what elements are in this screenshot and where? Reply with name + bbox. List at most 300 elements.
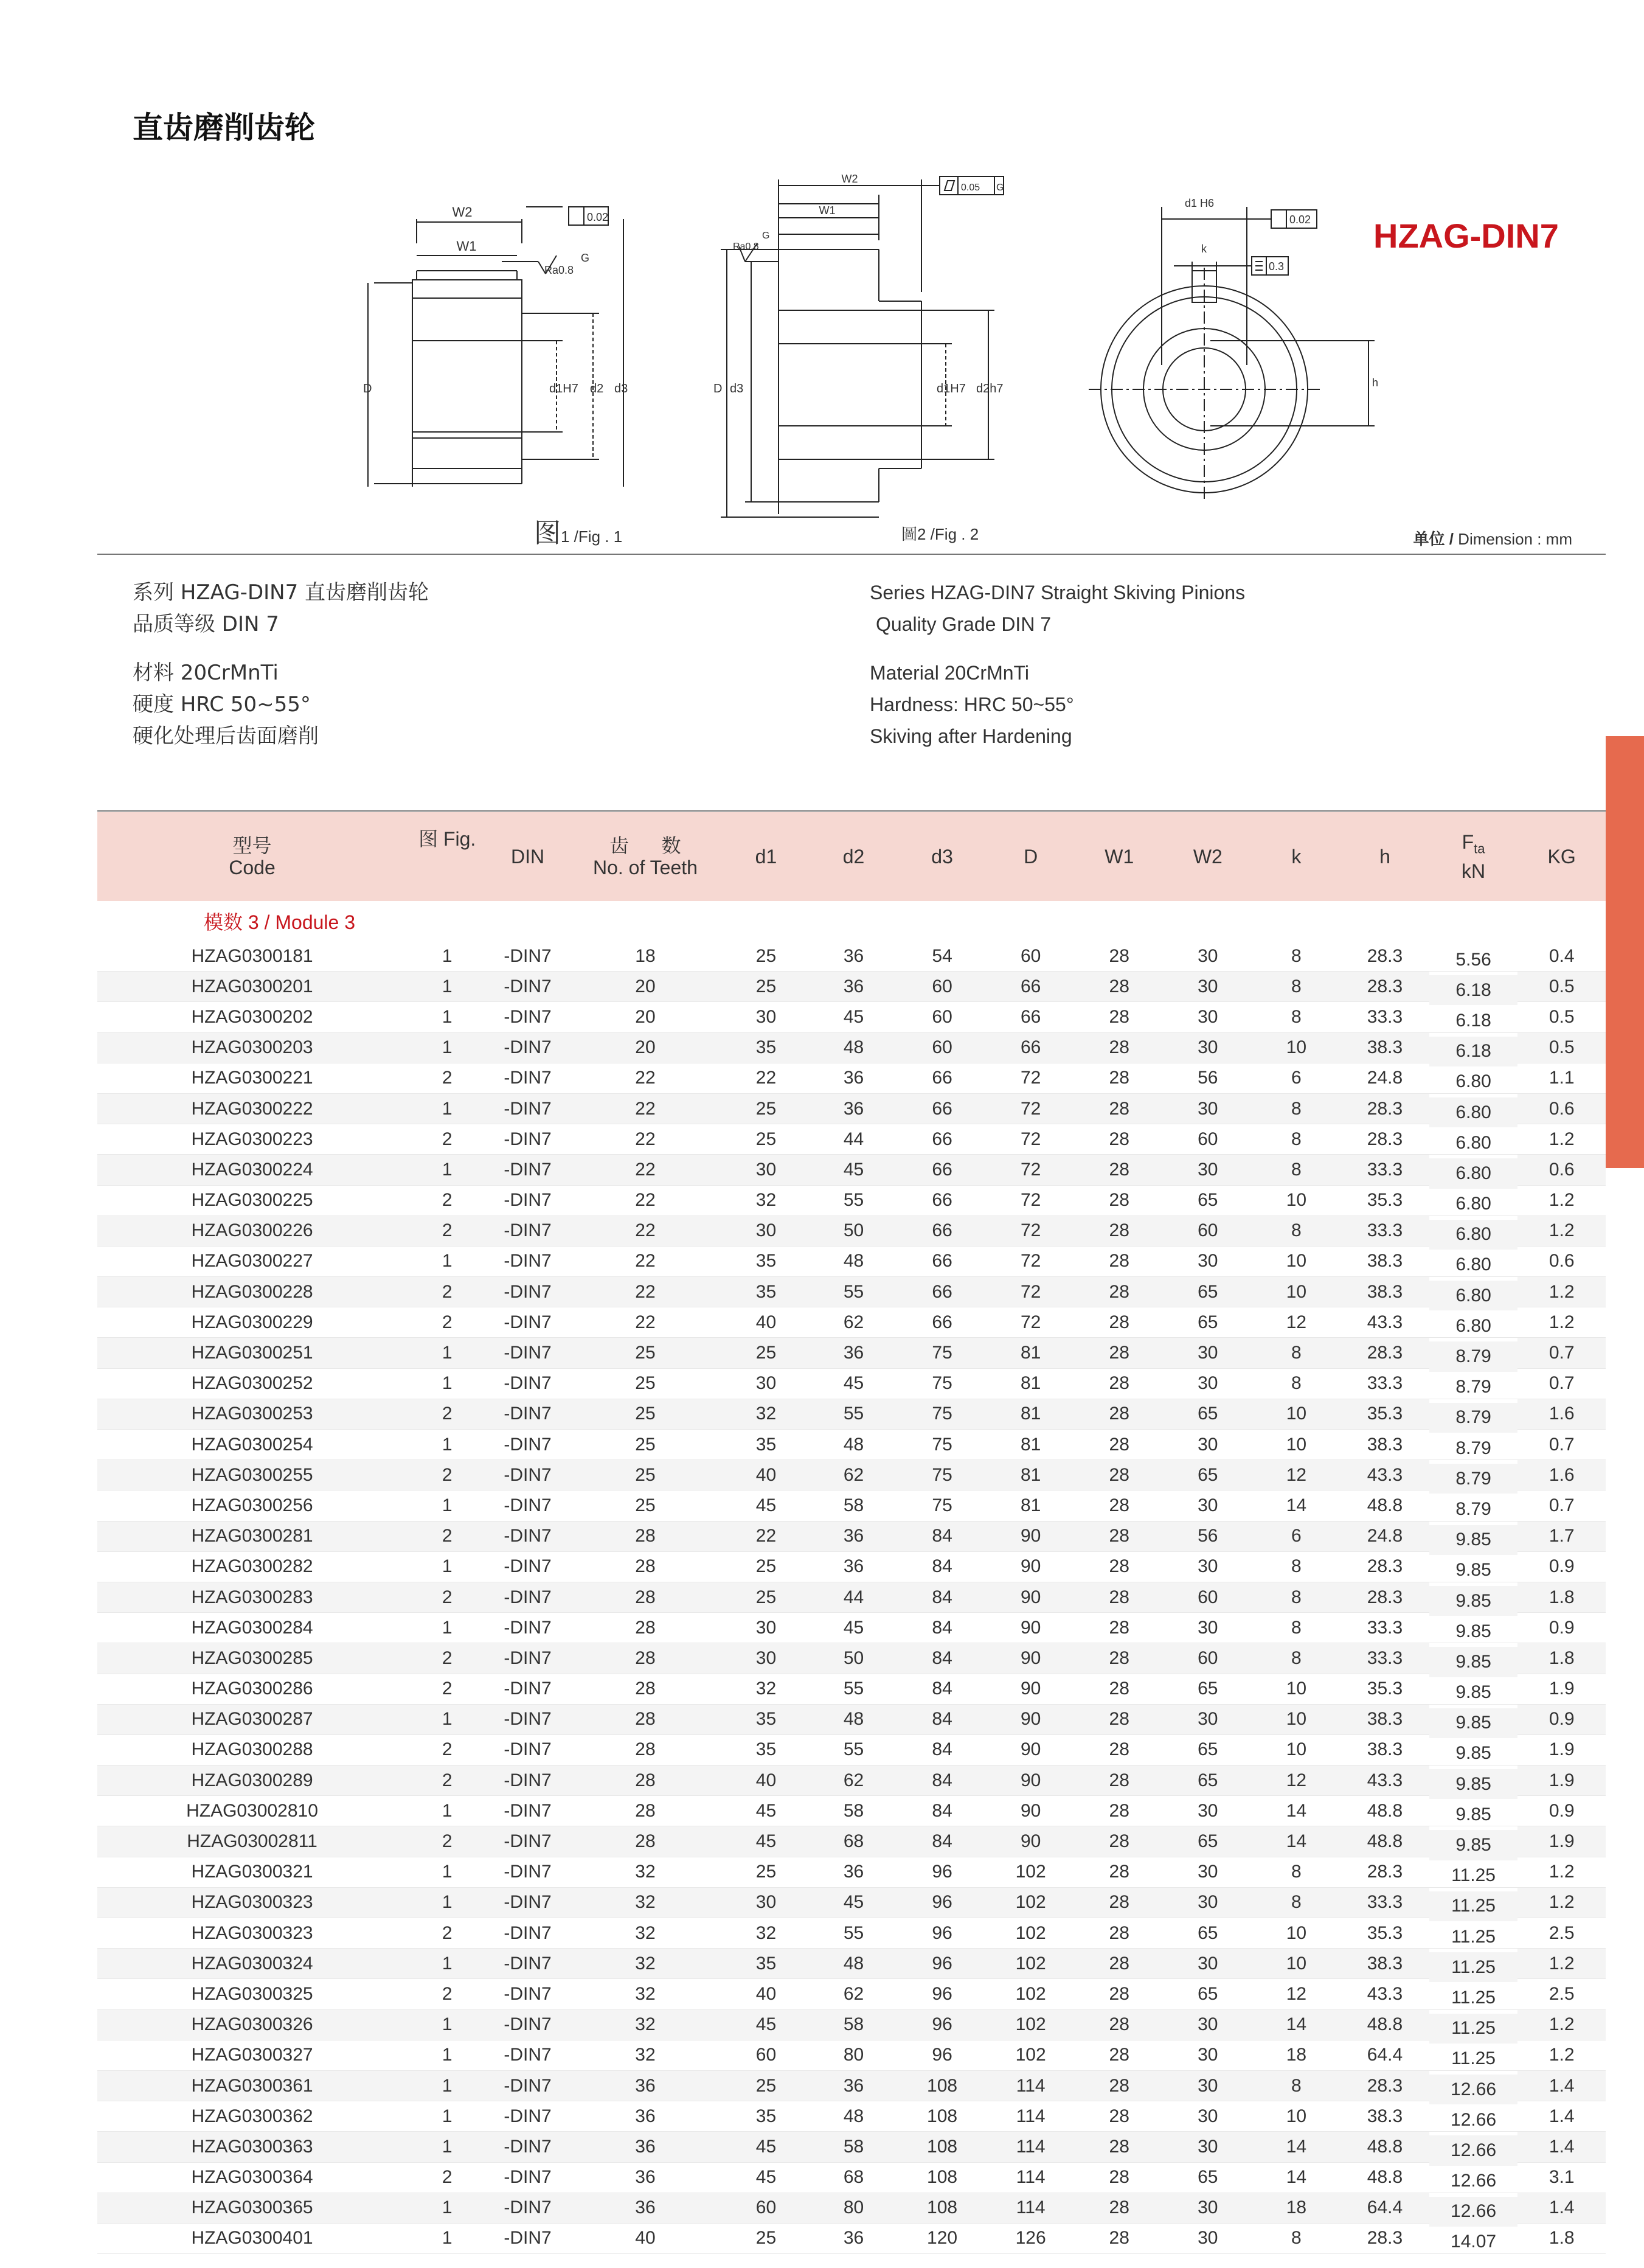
col-fig — [407, 812, 487, 901]
table-row — [97, 2162, 1606, 2193]
cell-code: HZAG0300321 — [97, 1857, 407, 1887]
cell-teeth: 36 — [568, 2132, 723, 2162]
cell-w1: 28 — [1075, 1093, 1164, 1124]
cell-fta: 9.85 — [1429, 1738, 1518, 1769]
cell-kg: 1.2 — [1517, 1216, 1606, 1246]
cell-D: 81 — [987, 1460, 1075, 1491]
cell-kg: 0.7 — [1517, 1368, 1606, 1399]
cell-fig: 1 — [407, 1491, 487, 1521]
cell-din: -DIN7 — [487, 2132, 567, 2162]
cell-teeth: 22 — [568, 1185, 723, 1216]
cell-d2: 36 — [810, 1338, 898, 1368]
cell-kg: 0.9 — [1517, 1551, 1606, 1582]
cell-k: 14 — [1252, 1796, 1341, 1826]
spec-en-process: Skiving after Hardening — [870, 725, 1072, 747]
cell-din: -DIN7 — [487, 1826, 567, 1857]
cell-w2: 30 — [1164, 2132, 1252, 2162]
cell-k: 10 — [1252, 1918, 1341, 1949]
cell-D: 102 — [987, 2040, 1075, 2070]
cell-h: 38.3 — [1341, 1430, 1429, 1460]
cell-din: -DIN7 — [487, 1613, 567, 1643]
cell-din: -DIN7 — [487, 2162, 567, 2193]
cell-teeth: 36 — [568, 2101, 723, 2132]
cell-d2: 55 — [810, 1185, 898, 1216]
cell-w2: 60 — [1164, 1643, 1252, 1674]
cell-h: 48.8 — [1341, 2132, 1429, 2162]
cell-D: 66 — [987, 972, 1075, 1002]
cell-d3: 66 — [898, 1246, 987, 1276]
cell-code: HZAG0300202 — [97, 1002, 407, 1032]
cell-kg: 1.2 — [1517, 1949, 1606, 1979]
cell-w1: 28 — [1075, 1918, 1164, 1949]
cell-teeth: 28 — [568, 1796, 723, 1826]
cell-h: 64.4 — [1341, 2040, 1429, 2070]
cell-k: 18 — [1252, 2193, 1341, 2223]
cell-fta: 6.18 — [1429, 975, 1518, 1006]
col-w1-label: W1 — [1105, 846, 1134, 868]
cell-d2: 44 — [810, 1124, 898, 1155]
cell-h: 28.3 — [1341, 941, 1429, 972]
cell-w1: 28 — [1075, 1338, 1164, 1368]
cell-D: 72 — [987, 1063, 1075, 1093]
cell-din: -DIN7 — [487, 1338, 567, 1368]
cell-teeth: 25 — [568, 1399, 723, 1429]
cell-fig: 2 — [407, 1734, 487, 1765]
cell-d2: 45 — [810, 1613, 898, 1643]
cell-din: -DIN7 — [487, 1582, 567, 1612]
cell-D: 60 — [987, 941, 1075, 972]
cell-d2: 58 — [810, 1491, 898, 1521]
cell-w2: 30 — [1164, 1551, 1252, 1582]
cell-din: -DIN7 — [487, 1521, 567, 1551]
cell-k: 10 — [1252, 1674, 1341, 1704]
cell-code: HZAG0300364 — [97, 2162, 407, 2193]
cell-kg: 0.9 — [1517, 1613, 1606, 1643]
cell-D: 102 — [987, 1979, 1075, 2009]
cell-w2: 60 — [1164, 1216, 1252, 1246]
unit-label-cn: 单位 / — [1413, 530, 1454, 548]
cell-w2: 30 — [1164, 1613, 1252, 1643]
cell-fig: 2 — [407, 1124, 487, 1155]
cell-w2: 30 — [1164, 2009, 1252, 2040]
cell-k: 10 — [1252, 2101, 1341, 2132]
cell-k: 12 — [1252, 1307, 1341, 1338]
cell-D: 114 — [987, 2070, 1075, 2101]
cell-w2: 65 — [1164, 1765, 1252, 1796]
figure-1-caption — [534, 511, 622, 550]
cell-teeth: 32 — [568, 1979, 723, 2009]
cell-din: -DIN7 — [487, 1674, 567, 1704]
cell-d3: 66 — [898, 1063, 987, 1093]
cell-fig: 1 — [407, 1949, 487, 1979]
cell-kg: 2.5 — [1517, 1979, 1606, 2009]
cell-w2: 65 — [1164, 1307, 1252, 1338]
cell-fig: 2 — [407, 1185, 487, 1216]
cell-k: 8 — [1252, 1368, 1341, 1399]
col-fta-sub: ta — [1474, 841, 1485, 857]
cell-fta: 6.80 — [1429, 1128, 1518, 1158]
cell-d3: 120 — [898, 2223, 987, 2253]
cell-d2: 45 — [810, 1887, 898, 1918]
cell-d1: 25 — [723, 1093, 810, 1124]
cell-h: 35.3 — [1341, 1185, 1429, 1216]
cell-d1: 35 — [723, 1734, 810, 1765]
cell-d1: 35 — [723, 1246, 810, 1276]
cell-kg: 0.9 — [1517, 1704, 1606, 1734]
cell-din: -DIN7 — [487, 1460, 567, 1491]
cell-w2: 65 — [1164, 1918, 1252, 1949]
table-row — [97, 1093, 1606, 1124]
cell-code: HZAG0300229 — [97, 1307, 407, 1338]
cell-w2: 30 — [1164, 1093, 1252, 1124]
cell-d1: 60 — [723, 2193, 810, 2223]
cell-fta: 9.85 — [1429, 1555, 1518, 1585]
cell-kg: 0.5 — [1517, 1002, 1606, 1032]
cell-h: 38.3 — [1341, 1734, 1429, 1765]
cell-fta: 12.66 — [1429, 2196, 1518, 2227]
cell-h: 28.3 — [1341, 972, 1429, 1002]
cell-din: -DIN7 — [487, 1979, 567, 2009]
cell-k: 6 — [1252, 1521, 1341, 1551]
cell-d1: 40 — [723, 1307, 810, 1338]
cell-d2: 50 — [810, 1216, 898, 1246]
cell-d3: 66 — [898, 1124, 987, 1155]
cell-kg: 1.9 — [1517, 1734, 1606, 1765]
cell-h: 35.3 — [1341, 1918, 1429, 1949]
cell-d3: 84 — [898, 1704, 987, 1734]
cell-kg: 1.2 — [1517, 1185, 1606, 1216]
cell-w1: 28 — [1075, 2101, 1164, 2132]
cell-fta: 9.85 — [1429, 1525, 1518, 1555]
cell-k: 8 — [1252, 1613, 1341, 1643]
cell-d1: 25 — [723, 2223, 810, 2253]
cell-d3: 84 — [898, 1643, 987, 1674]
cell-d1: 25 — [723, 1124, 810, 1155]
cell-code: HZAG0300286 — [97, 1674, 407, 1704]
cell-code: HZAG0300323 — [97, 1918, 407, 1949]
cell-fta: 9.85 — [1429, 1616, 1518, 1647]
cell-d2: 36 — [810, 972, 898, 1002]
cell-w1: 28 — [1075, 2162, 1164, 2193]
cell-w2: 30 — [1164, 2101, 1252, 2132]
cell-d1: 25 — [723, 972, 810, 1002]
cell-fta: 11.25 — [1429, 1983, 1518, 2013]
col-h — [1341, 812, 1429, 901]
cell-teeth: 28 — [568, 1521, 723, 1551]
cell-d1: 32 — [723, 1185, 810, 1216]
cell-d1: 35 — [723, 1949, 810, 1979]
table-row — [97, 1032, 1606, 1063]
cell-w2: 30 — [1164, 2223, 1252, 2253]
cell-din: -DIN7 — [487, 1093, 567, 1124]
cell-fta: 9.85 — [1429, 1647, 1518, 1677]
cell-teeth: 22 — [568, 1155, 723, 1185]
cell-w2: 65 — [1164, 2162, 1252, 2193]
table-row — [97, 1796, 1606, 1826]
cell-h: 28.3 — [1341, 1551, 1429, 1582]
cell-D: 90 — [987, 1643, 1075, 1674]
cell-teeth: 32 — [568, 2009, 723, 2040]
cell-d3: 96 — [898, 1887, 987, 1918]
cell-teeth: 28 — [568, 1704, 723, 1734]
cell-kg: 1.6 — [1517, 1460, 1606, 1491]
col-fta-unit: kN — [1462, 860, 1486, 882]
cell-h: 48.8 — [1341, 1796, 1429, 1826]
cell-fig: 2 — [407, 1765, 487, 1796]
cell-fig: 1 — [407, 1338, 487, 1368]
cell-d3: 84 — [898, 1613, 987, 1643]
col-w1 — [1075, 812, 1164, 901]
cell-din: -DIN7 — [487, 2040, 567, 2070]
cell-w1: 28 — [1075, 1491, 1164, 1521]
cell-d3: 66 — [898, 1216, 987, 1246]
cell-fig: 2 — [407, 1674, 487, 1704]
cell-d1: 25 — [723, 1582, 810, 1612]
table-row — [97, 2070, 1606, 2101]
cell-w1: 28 — [1075, 1032, 1164, 1063]
cell-teeth: 25 — [568, 1368, 723, 1399]
fig2-D-label: D — [713, 382, 723, 395]
cell-h: 48.8 — [1341, 2009, 1429, 2040]
cell-h: 33.3 — [1341, 1643, 1429, 1674]
cell-k: 8 — [1252, 1093, 1341, 1124]
cell-D: 72 — [987, 1246, 1075, 1276]
cell-teeth: 18 — [568, 941, 723, 972]
cell-w1: 28 — [1075, 1246, 1164, 1276]
cell-d3: 75 — [898, 1338, 987, 1368]
cell-w1: 28 — [1075, 1399, 1164, 1429]
specs-en — [870, 577, 1245, 752]
cell-kg: 3.1 — [1517, 2162, 1606, 2193]
cell-d1: 30 — [723, 1002, 810, 1032]
cell-teeth: 28 — [568, 1551, 723, 1582]
cell-kg: 1.4 — [1517, 2070, 1606, 2101]
cell-D: 72 — [987, 1124, 1075, 1155]
cell-kg: 0.5 — [1517, 1032, 1606, 1063]
cell-w2: 30 — [1164, 1796, 1252, 1826]
fig1-d2-label: d2 — [590, 382, 604, 395]
cell-kg: 1.2 — [1517, 2009, 1606, 2040]
cell-fig: 1 — [407, 2223, 487, 2253]
cell-D: 102 — [987, 1857, 1075, 1887]
cell-k: 8 — [1252, 972, 1341, 1002]
cell-w2: 30 — [1164, 1949, 1252, 1979]
cell-fta: 9.85 — [1429, 1800, 1518, 1830]
cell-h: 38.3 — [1341, 1949, 1429, 1979]
cell-w1: 28 — [1075, 941, 1164, 972]
table-row — [97, 1307, 1606, 1338]
cell-k: 12 — [1252, 1460, 1341, 1491]
cell-kg: 0.9 — [1517, 1796, 1606, 1826]
cell-fig: 1 — [407, 1887, 487, 1918]
cell-code: HZAG0300256 — [97, 1491, 407, 1521]
cell-D: 90 — [987, 1765, 1075, 1796]
cell-kg: 1.6 — [1517, 1399, 1606, 1429]
cell-teeth: 28 — [568, 1674, 723, 1704]
cell-code: HZAG0300281 — [97, 1521, 407, 1551]
cell-h: 43.3 — [1341, 1979, 1429, 2009]
cell-h: 24.8 — [1341, 1063, 1429, 1093]
cell-code: HZAG0300251 — [97, 1338, 407, 1368]
fig2-w2-label: W2 — [841, 173, 858, 185]
fig3-h-label: h — [1372, 377, 1379, 389]
cell-d2: 62 — [810, 1460, 898, 1491]
spec-en-series: Series HZAG-DIN7 Straight Skiving Pinions — [870, 582, 1246, 604]
spec-cn-series: 系列 HZAG-DIN7 直齿磨削齿轮 — [133, 580, 429, 605]
cell-k: 14 — [1252, 1826, 1341, 1857]
cell-w1: 28 — [1075, 1765, 1164, 1796]
fig2-d2-label: d2h7 — [976, 382, 1004, 395]
cell-w1: 28 — [1075, 1063, 1164, 1093]
cell-din: -DIN7 — [487, 1765, 567, 1796]
cell-k: 10 — [1252, 1277, 1341, 1307]
cell-w1: 28 — [1075, 1704, 1164, 1734]
cell-d3: 84 — [898, 1796, 987, 1826]
fig2-g-label: G — [762, 231, 770, 241]
cell-D: 66 — [987, 1002, 1075, 1032]
cell-d1: 25 — [723, 1857, 810, 1887]
cell-teeth: 25 — [568, 1460, 723, 1491]
cell-fig: 2 — [407, 1979, 487, 2009]
cell-code: HZAG0300222 — [97, 1093, 407, 1124]
cell-d3: 75 — [898, 1460, 987, 1491]
cell-fta: 6.80 — [1429, 1189, 1518, 1219]
cell-code: HZAG0300287 — [97, 1704, 407, 1734]
cell-d2: 45 — [810, 1002, 898, 1032]
cell-fig: 1 — [407, 1430, 487, 1460]
cell-d2: 45 — [810, 1368, 898, 1399]
cell-din: -DIN7 — [487, 2223, 567, 2253]
cell-d3: 66 — [898, 1307, 987, 1338]
cell-d1: 45 — [723, 1491, 810, 1521]
cell-d1: 30 — [723, 1887, 810, 1918]
cell-d2: 58 — [810, 2132, 898, 2162]
table-row — [97, 1887, 1606, 1918]
cell-k: 8 — [1252, 2223, 1341, 2253]
cell-d3: 84 — [898, 1674, 987, 1704]
cell-h: 48.8 — [1341, 2162, 1429, 2193]
cell-fta: 6.80 — [1429, 1281, 1518, 1311]
col-code — [97, 812, 407, 901]
cell-d1: 25 — [723, 941, 810, 972]
divider-table — [97, 810, 1606, 812]
cell-D: 72 — [987, 1307, 1075, 1338]
cell-code: HZAG0300255 — [97, 1460, 407, 1491]
cell-d3: 75 — [898, 1399, 987, 1429]
cell-kg: 0.6 — [1517, 1155, 1606, 1185]
cell-w2: 30 — [1164, 941, 1252, 972]
cell-din: -DIN7 — [487, 1277, 567, 1307]
cell-fta: 12.66 — [1429, 2135, 1518, 2166]
cell-w1: 28 — [1075, 1674, 1164, 1704]
cell-w1: 28 — [1075, 2040, 1164, 2070]
cell-kg: 1.8 — [1517, 1582, 1606, 1612]
cell-w2: 30 — [1164, 1338, 1252, 1368]
cell-d3: 60 — [898, 972, 987, 1002]
cell-w2: 30 — [1164, 1857, 1252, 1887]
cell-k: 8 — [1252, 1857, 1341, 1887]
cell-d3: 66 — [898, 1093, 987, 1124]
cell-w2: 30 — [1164, 1368, 1252, 1399]
cell-teeth: 32 — [568, 1887, 723, 1918]
cell-w1: 28 — [1075, 1368, 1164, 1399]
cell-d2: 45 — [810, 1155, 898, 1185]
spec-en-hardness: Hardness: HRC 50~55° — [870, 694, 1074, 715]
cell-kg: 1.7 — [1517, 1521, 1606, 1551]
cell-din: -DIN7 — [487, 1551, 567, 1582]
cell-din: -DIN7 — [487, 1155, 567, 1185]
cell-d2: 36 — [810, 2070, 898, 2101]
unit-label-en: Dimension : mm — [1453, 530, 1572, 548]
figure-1-drawing — [356, 183, 642, 511]
cell-fta: 8.79 — [1429, 1341, 1518, 1372]
cell-din: -DIN7 — [487, 1124, 567, 1155]
cell-d1: 40 — [723, 1765, 810, 1796]
cell-teeth: 22 — [568, 1307, 723, 1338]
col-teeth-cn: 齿 数 — [609, 835, 681, 857]
cell-din: -DIN7 — [487, 1704, 567, 1734]
cell-fig: 2 — [407, 1277, 487, 1307]
cell-kg: 0.7 — [1517, 1491, 1606, 1521]
cell-kg: 1.2 — [1517, 1277, 1606, 1307]
cell-h: 38.3 — [1341, 1704, 1429, 1734]
cell-w1: 28 — [1075, 1277, 1164, 1307]
cell-din: -DIN7 — [487, 1399, 567, 1429]
col-code-en: Code — [229, 857, 276, 878]
cell-code: HZAG0300225 — [97, 1185, 407, 1216]
cell-code: HZAG03002811 — [97, 1826, 407, 1857]
cell-teeth: 28 — [568, 1582, 723, 1612]
cell-d3: 108 — [898, 2101, 987, 2132]
cell-w1: 28 — [1075, 1155, 1164, 1185]
cell-D: 102 — [987, 2009, 1075, 2040]
cell-w1: 28 — [1075, 1979, 1164, 2009]
cell-teeth: 36 — [568, 2070, 723, 2101]
cell-k: 6 — [1252, 1063, 1341, 1093]
table-row — [97, 1277, 1606, 1307]
cell-fta: 11.25 — [1429, 2013, 1518, 2044]
cell-fig: 2 — [407, 1063, 487, 1093]
cell-din: -DIN7 — [487, 1857, 567, 1887]
cell-d2: 48 — [810, 1949, 898, 1979]
cell-d1: 45 — [723, 1826, 810, 1857]
cell-teeth: 32 — [568, 1949, 723, 1979]
table-row — [97, 1979, 1606, 2009]
cell-d2: 55 — [810, 1399, 898, 1429]
cell-h: 48.8 — [1341, 1826, 1429, 1857]
cell-fta: 8.79 — [1429, 1372, 1518, 1402]
cell-w2: 65 — [1164, 1826, 1252, 1857]
cell-w1: 28 — [1075, 1949, 1164, 1979]
cell-w1: 28 — [1075, 1124, 1164, 1155]
cell-D: 90 — [987, 1521, 1075, 1551]
cell-fig: 1 — [407, 972, 487, 1002]
table-row — [97, 2101, 1606, 2132]
cell-d3: 75 — [898, 1368, 987, 1399]
cell-h: 38.3 — [1341, 1032, 1429, 1063]
cell-code: HZAG0300221 — [97, 1063, 407, 1093]
cell-fig: 1 — [407, 2101, 487, 2132]
cell-teeth: 25 — [568, 1338, 723, 1368]
cell-d3: 84 — [898, 1582, 987, 1612]
cell-code: HZAG0300224 — [97, 1155, 407, 1185]
table-row — [97, 1674, 1606, 1704]
cell-d3: 108 — [898, 2070, 987, 2101]
table-row — [97, 2223, 1606, 2253]
table-row — [97, 1949, 1606, 1979]
cell-d3: 84 — [898, 1551, 987, 1582]
cell-w2: 60 — [1164, 1582, 1252, 1612]
